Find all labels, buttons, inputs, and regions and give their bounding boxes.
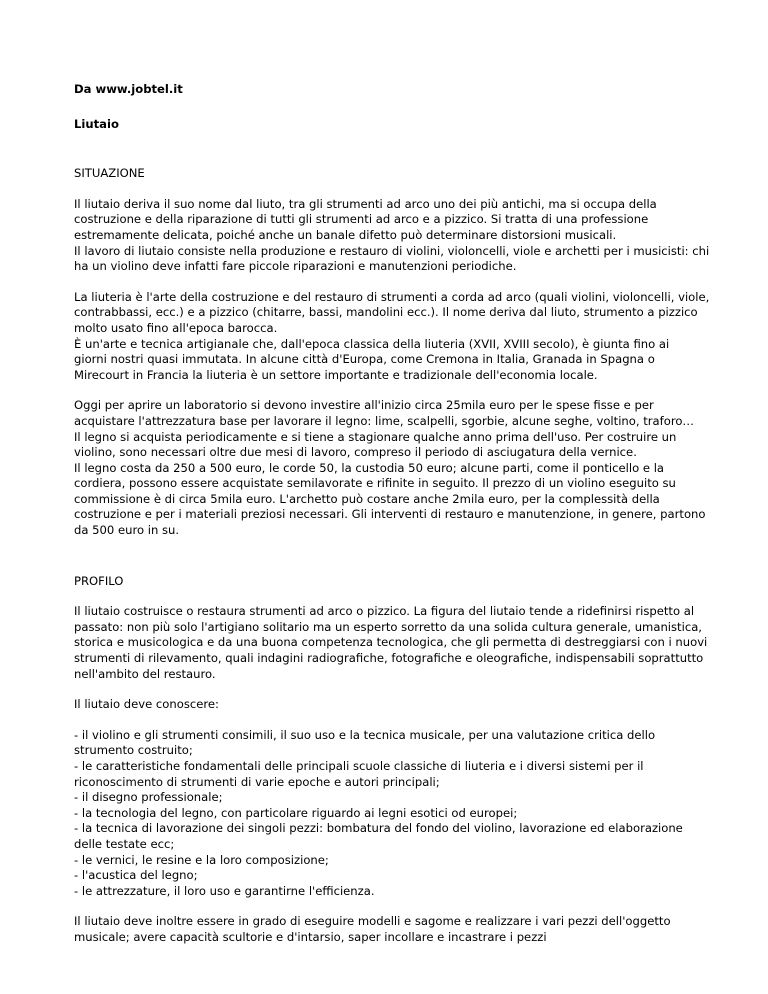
text-line: strumenti di rilevamento, quali indagini radiografiche, fotografiche e oleografiche, indispensabili soprattutto — [74, 651, 704, 666]
text-line: musicale; avere capacità scultorie e d'intarsio, saper incollare e incastrare i pezzi — [74, 929, 547, 944]
list-item: - il violino e gli strumenti consimili, il suo uso e la tecnica musicale, per una valutazione critica dello — [74, 727, 656, 742]
paragraph-situazione-2 — [74, 290, 712, 384]
text-line: passato: non più solo l'artigiano solitario ma un esperto sorretto da una solida cultura generale, umanistica, — [74, 619, 702, 634]
text-line: storica e musicologica e da una buona competenza tecnologica, che gli permetta di destreggiarsi con i nuovi — [74, 635, 708, 650]
source-line: Da www.jobtel.it — [74, 82, 183, 96]
text-line: contrabbassi, ecc.) e a pizzico (chitarre, bassi, mandolini ecc.). Il nome deriva dal liuto, strumento a pizzico — [74, 305, 698, 320]
document-page — [74, 82, 712, 946]
section-heading-profilo: PROFILO — [74, 573, 124, 588]
section-heading-situazione: SITUAZIONE — [74, 166, 145, 181]
document-title: Liutaio — [74, 116, 119, 131]
paragraph-profilo-2 — [74, 697, 712, 713]
text-line: nell'ambito del restauro. — [74, 666, 216, 681]
text-line: Il liutaio deriva il suo nome dal liuto, tra gli strumenti ad arco uno dei più antichi, ma si occupa della — [74, 196, 657, 211]
paragraph-situazione-3 — [74, 398, 712, 538]
knowledge-list — [74, 728, 712, 900]
text-line: molto usato fino all'epoca barocca. — [74, 320, 278, 335]
text-line: Mirecourt in Francia la liuteria è un settore importante e tradizionale dell'economia locale. — [74, 367, 598, 382]
list-item: delle testate ecc; — [74, 836, 175, 851]
text-line: ha un violino deve infatti fare piccole riparazioni e manutenzioni periodiche. — [74, 259, 517, 274]
text-line: È un'arte e tecnica artigianale che, dall'epoca classica della liuteria (XVII, XVIII secolo), è giunta fino ai — [74, 336, 670, 351]
text-line: Oggi per aprire un laboratorio si devono investire all'inizio circa 25mila euro per le spese fisse e per — [74, 398, 654, 413]
list-item: - le vernici, le resine e la loro composizione; — [74, 852, 329, 867]
text-line: Il legno costa da 250 a 500 euro, le corde 50, la custodia 50 euro; alcune parti, come il ponticello e la — [74, 460, 665, 475]
text-line: estremamente delicata, poiché anche un banale difetto può determinare distorsioni musicali. — [74, 227, 617, 242]
text-line: giorni nostri quasi immutata. In alcune città d'Europa, come Cremona in Italia, Granada in Spagna o — [74, 352, 655, 367]
text-line: costruzione e per i materiali preziosi necessari. Gli interventi di restauro e manutenzione, in genere, partono — [74, 507, 706, 522]
text-line: Il legno si acquista periodicamente e si tiene a stagionare qualche anno prima dell'uso. Per costruire un — [74, 429, 677, 444]
list-item: - la tecnica di lavorazione dei singoli pezzi: bombatura del fondo del violino, lavorazione ed elaborazione — [74, 821, 683, 836]
list-item: - le caratteristiche fondamentali delle principali scuole classiche di liuteria e i diversi sistemi per il — [74, 759, 644, 773]
text-line: Il liutaio deve inoltre essere in grado di eseguire modelli e sagome e realizzare i vari pezzi dell'oggetto — [74, 914, 671, 929]
text-line: acquistare l'attrezzatura base per lavorare il legno: lime, scalpelli, sgorbie, alcune seghe, voltino, traforo… — [74, 413, 695, 428]
list-item: - l'acustica del legno; — [74, 868, 198, 883]
text-line: Il liutaio deve conoscere: — [74, 697, 219, 712]
list-item: - il disegno professionale; — [74, 790, 223, 805]
paragraph-situazione-1 — [74, 197, 712, 275]
list-item: - le attrezzature, il loro uso e garantirne l'efficienza. — [74, 883, 375, 898]
list-item: riconoscimento di strumenti di varie epoche e autori principali; — [74, 774, 440, 789]
text-line: da 500 euro in su. — [74, 523, 180, 538]
text-line: Il liutaio costruisce o restaura strumenti ad arco o pizzico. La figura del liutaio tende a ridefinirsi rispetto al — [74, 604, 695, 619]
text-line: violino, sono necessari oltre due mesi di lavoro, compreso il periodo di asciugatura della vernice. — [74, 445, 637, 460]
paragraph-profilo-4 — [74, 914, 712, 945]
text-line: Il lavoro di liutaio consiste nella produzione e restauro di violini, violoncelli, viole e archetti per i musicisti: chi — [74, 243, 710, 258]
text-line: commissione è di circa 5mila euro. L'archetto può costare anche 2mila euro, per la complessità della — [74, 491, 660, 506]
paragraph-profilo-1 — [74, 604, 712, 682]
list-item: strumento costruito; — [74, 743, 193, 758]
text-line: costruzione e della riparazione di tutti gli strumenti ad arco e a pizzico. Si tratta di una professione — [74, 212, 649, 227]
text-line: cordiera, possono essere acquistate semilavorate e rifinite in seguito. Il prezzo di un violino eseguito su — [74, 476, 676, 491]
text-line: La liuteria è l'arte della costruzione e del restauro di strumenti a corda ad arco (quali violini, violoncelli, viole, — [74, 289, 710, 304]
list-item: - la tecnologia del legno, con particolare riguardo ai legni esotici od europei; — [74, 805, 518, 820]
